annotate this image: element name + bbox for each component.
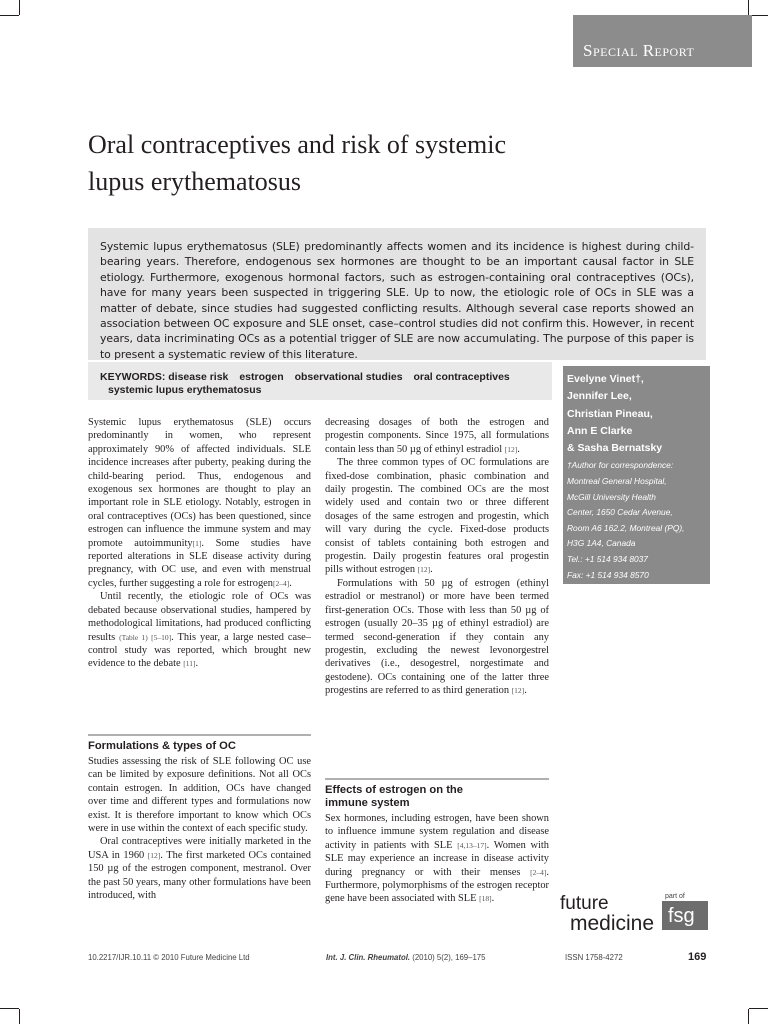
footer-citation [326, 953, 485, 962]
keywords-line-2 [108, 384, 261, 397]
paragraph: Systemic lupus erythematosus (SLE) occurs predominantly in women, who represent approximately 90% of affected individuals. SLE incidence increases after puberty, peaking during the child-bearing period. Thus, endogenous and exogenous sex hormones are thought to play an important role in SLE etiology. Notably, estrogen in oral contraceptives (OCs) has been questioned, since estrogen can influence the immune system and may promote autoimmunity[1]. Some studies have reported alterations in SLE disease activity during pregnancy, with OC use, and even with menstrual cycles, further suggesting a role for estrogen[2–4]. [88, 417, 311, 589]
future-medicine-logo [558, 889, 710, 933]
address-line: Center, 1650 Cedar Avenue, [567, 507, 673, 518]
address-line: Montreal General Hospital, [567, 476, 667, 487]
section-divider [325, 778, 549, 780]
logo-word-future: future [560, 893, 609, 914]
phone-number: Tel.: +1 514 934 8037 [567, 554, 648, 565]
future-medicine-logo-graphic [558, 889, 710, 933]
body-column-2-continued [325, 812, 549, 906]
keyword: estrogen [239, 371, 284, 383]
keyword: systemic lupus erythematosus [108, 384, 262, 396]
crop-mark [748, 1009, 749, 1024]
citation-link[interactable]: [2–4] [272, 578, 290, 588]
crop-mark [0, 15, 19, 16]
crop-mark [19, 1009, 20, 1024]
author-name: Evelyne Vinet†, [567, 373, 644, 385]
citation-link[interactable]: [1] [192, 538, 202, 548]
paragraph: The three common types of OC formulations are fixed-dose combination, phasic combination and daily progestin. The combined OCs are the most widely used and contain two or three different dosages of the same estrogen and progestin, which will vary during the cycle. Fixed-dose products consist of tablets containing both estrogen and progestin. Daily progestin features oral progestin pills without estrogen [12]. [325, 457, 549, 576]
citation-link[interactable]: [12] [417, 565, 431, 575]
section-divider [88, 734, 311, 736]
keywords-box [88, 362, 552, 400]
citation-link[interactable]: [18] [479, 894, 492, 904]
keyword: disease risk [168, 371, 229, 383]
email-link[interactable]: evelyne.vinet@mail.mcgill.ca [567, 585, 675, 596]
footer-doi: 10.2217/IJR.10.11 © 2010 Future Medicine Ltd [88, 953, 250, 962]
author-name: Jennifer Lee, [567, 390, 632, 403]
article-title: Oral contraceptives and risk of systemic lupus erythematosus [88, 130, 507, 196]
body-column-1-continued [88, 755, 311, 902]
page-number: 169 [688, 951, 707, 963]
address-line: Room A6 162.2, Montreal (PQ), [567, 522, 685, 533]
abstract-text: Systemic lupus erythematosus (SLE) predominantly affects women and its incidence is highest during child-bearing years. Therefore, endogenous sex hormones are thought to be an important causal factor in SLE etiology. Furthermore, exogenous hormonal factors, such as estrogen-containing oral contraceptives (OCs), have for many years been suspected in triggering SLE. Up to now, the etiologic role of OCs in SLE was a matter of debate, since studies had suggested conflicting results. Although several case reports showed an association between OC exposure and SLE onset, case–control studies did not confirm this. However, in recent years, data incriminating OCs as a potential trigger of SLE are now accumulating. The purpose of this paper is to present a systematic review of this literature. [100, 240, 694, 361]
citation-link[interactable]: [11] [183, 659, 196, 669]
abstract-box [88, 228, 706, 360]
logo-part-of: part of [665, 893, 685, 900]
paragraph: Studies assessing the risk of SLE following OC use can be limited by exposure definitions. Not all OCs contain estrogen. In addition, OCs have changed over time and different types and formulations now exist. It is therefore important to know which OCs were in use within the context of each specific study. [88, 756, 311, 835]
citation-link[interactable]: (Table 1) [5–10] [119, 632, 172, 642]
citation-link[interactable]: [12] [504, 444, 518, 454]
citation-link[interactable]: [12] [147, 850, 161, 860]
author-name: Christian Pineau, [567, 407, 653, 420]
footer-issn: ISSN 1758-4272 [565, 953, 623, 962]
paragraph: Oral contraceptives were initially marketed in the USA in 1960 [12]. The first marketed OCs contained 150 µg of the estrogen component, mestranol. Over the past 50 years, many other formulations have been introduced, with [88, 836, 311, 902]
paragraph: decreasing dosages of both the estrogen and progestin components. Since 1975, all formulations contain less than 50 µg of ethinyl estradiol [12]. [325, 417, 549, 455]
body-column-2 [325, 416, 549, 698]
crop-mark [19, 0, 20, 15]
fsg-badge-text: fsg [668, 905, 695, 927]
citation-link[interactable]: [12] [511, 686, 525, 696]
section-banner-label: Special Report [583, 41, 695, 60]
journal-name: Int. J. Clin. Rheumatol. [326, 953, 411, 962]
paragraph: Formulations with 50 µg of estrogen (ethinyl estradiol or mestranol) or more have been termed first-generation OCs. Those with less than 50 µg of estrogen (usually 20–35 µg of ethinyl estradiol) are termed second-generation if they contain any progestin, excluding the newest levonorgestrel derivatives (i.e., desogestrel, norgestimate and gestodene). OCs containing one of the latter three progestins are referred to as third generation [12]. [325, 577, 549, 697]
crop-mark [748, 0, 749, 15]
citation-link[interactable]: [2–4] [530, 867, 547, 877]
crop-mark [749, 1008, 768, 1009]
citation-link[interactable]: [4,13–17] [457, 840, 487, 850]
author-names [563, 366, 710, 457]
address-line: H3G 1A4, Canada [567, 538, 636, 549]
keywords-line-1 [100, 371, 510, 384]
correspondence-label: †Author for correspondence: [567, 460, 674, 471]
keywords-label: KEYWORDS: [100, 371, 166, 383]
author-name: Ann E Clarke [567, 424, 633, 437]
paragraph: Sex hormones, including estrogen, have been shown to influence immune system regulation and disease activity in patients with SLE [4,13–17]. Women with SLE may experience an increase in disease activity during pregnancy or with their menses [2–4]. Furthermore, polymorphisms of the estrogen receptor gene have been associated with SLE [18]. [325, 813, 549, 905]
journal-volume: (2010) 5(2), 169–175 [412, 953, 486, 962]
correspondence-info [563, 457, 710, 598]
section-heading: Formulations & types of OC [88, 740, 236, 752]
body-column-1 [88, 416, 311, 671]
fax-number: Fax: +1 514 934 8570 [567, 569, 649, 580]
keyword: observational studies [294, 371, 403, 383]
author-box [563, 366, 710, 596]
logo-word-medicine: medicine [570, 912, 655, 933]
keyword: oral contraceptives [413, 371, 510, 383]
section-heading: Effects of estrogen on the immune system [325, 784, 463, 809]
crop-mark [0, 1008, 19, 1009]
author-name: & Sasha Bernatsky [567, 442, 663, 455]
section-banner [573, 15, 752, 67]
address-line: McGill University Health [567, 491, 656, 502]
paragraph: Until recently, the etiologic role of OCs was debated because observational studies, hampered by methodological limitations, had produced conflicting results (Table 1) [5–10]. This year, a large nested case–control study was reported, which brought new evidence to the debate [11]. [88, 591, 311, 670]
